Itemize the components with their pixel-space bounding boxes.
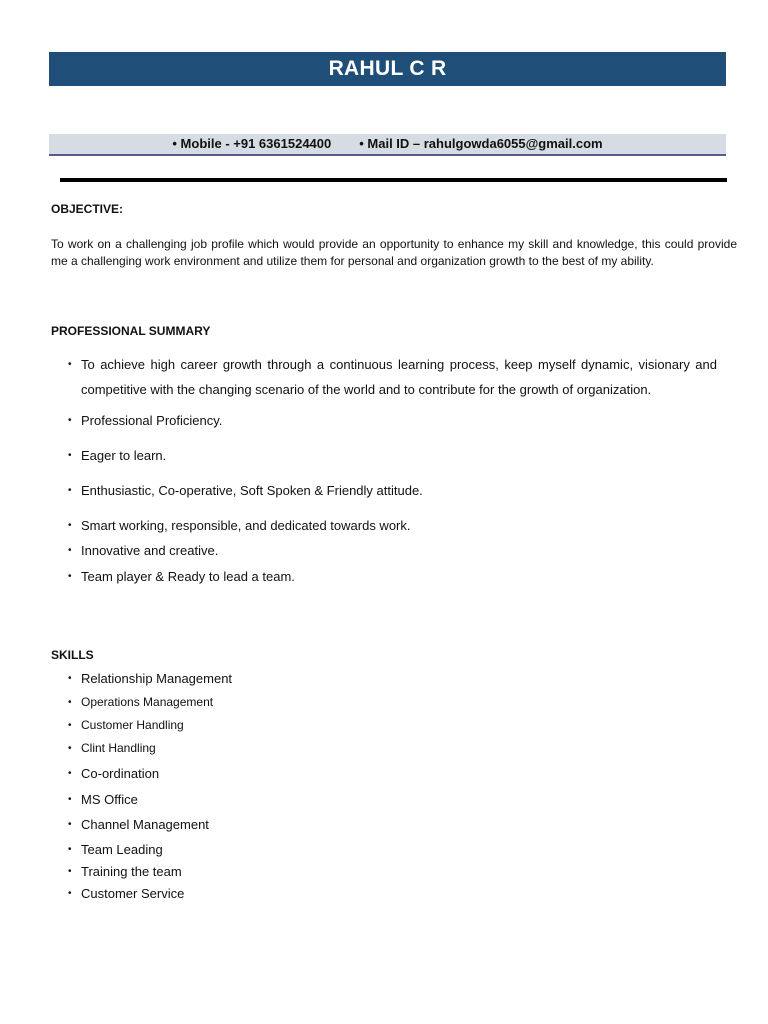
contact-bar bbox=[49, 134, 726, 156]
bullet-icon: • bbox=[68, 743, 72, 754]
bullet-icon: • bbox=[68, 819, 72, 830]
summary-heading: PROFESSIONAL SUMMARY bbox=[51, 324, 211, 338]
bullet-icon: • bbox=[68, 520, 72, 531]
list-item: • Customer Handling bbox=[68, 718, 184, 732]
list-item: • Eager to learn. bbox=[68, 448, 167, 463]
contact-mobile: • Mobile - +91 6361524400 bbox=[172, 136, 332, 151]
list-item: • Enthusiastic, Co-operative, Soft Spoken & Friendly attitude. bbox=[68, 483, 423, 498]
bullet-icon: • bbox=[68, 888, 72, 899]
bullet-icon: • bbox=[68, 768, 72, 779]
list-item: • Team Leading bbox=[68, 842, 163, 857]
list-item: • Relationship Management bbox=[68, 671, 233, 686]
bullet-icon: • bbox=[68, 359, 72, 370]
list-item: • Channel Management bbox=[68, 817, 209, 832]
contact-email: • Mail ID – rahulgowda6055@gmail.com bbox=[359, 136, 603, 151]
objective-text: To work on a challenging job profile which would provide an opportunity to enhance my skill and knowledge, this could provide me a challenging work environment and utilize them for personal and organization growth to the best of my ability. bbox=[51, 237, 737, 268]
bullet-icon: • bbox=[68, 866, 72, 877]
list-item: • Customer Service bbox=[68, 886, 185, 901]
list-item: • Clint Handling bbox=[68, 741, 156, 755]
list-item: • Team player & Ready to lead a team. bbox=[68, 569, 295, 584]
summary-list bbox=[51, 352, 717, 585]
bullet-icon: • bbox=[68, 720, 72, 731]
list-item: • Co-ordination bbox=[68, 766, 160, 781]
bullet-icon: • bbox=[68, 571, 72, 582]
list-item: • Professional Proficiency. bbox=[68, 413, 223, 428]
skills-list bbox=[51, 670, 717, 902]
list-item: • Operations Management bbox=[68, 695, 214, 709]
bullet-icon: • bbox=[68, 485, 72, 496]
bullet-icon: • bbox=[68, 673, 72, 684]
list-item: • Training the team bbox=[68, 864, 182, 879]
bullet-icon: • bbox=[68, 415, 72, 426]
skills-heading: SKILLS bbox=[51, 648, 94, 662]
section-divider bbox=[60, 178, 727, 182]
objective-heading: OBJECTIVE: bbox=[51, 202, 124, 216]
bullet-icon: • bbox=[68, 697, 72, 708]
bullet-icon: • bbox=[68, 794, 72, 805]
resume-name-banner bbox=[49, 52, 726, 86]
list-item: • Smart working, responsible, and dedicated towards work. bbox=[68, 518, 411, 533]
list-item: • To achieve high career growth through a continuous learning process, keep myself dynamic, visionary and competitive with the changing scenario of the world and to contribute for the growth of organization. bbox=[51, 352, 717, 402]
list-item: • MS Office bbox=[68, 792, 138, 807]
bullet-icon: • bbox=[68, 844, 72, 855]
bullet-icon: • bbox=[68, 450, 72, 461]
bullet-icon: • bbox=[68, 545, 72, 556]
list-item: • Innovative and creative. bbox=[68, 543, 219, 558]
candidate-name: RAHUL C R bbox=[328, 57, 447, 80]
